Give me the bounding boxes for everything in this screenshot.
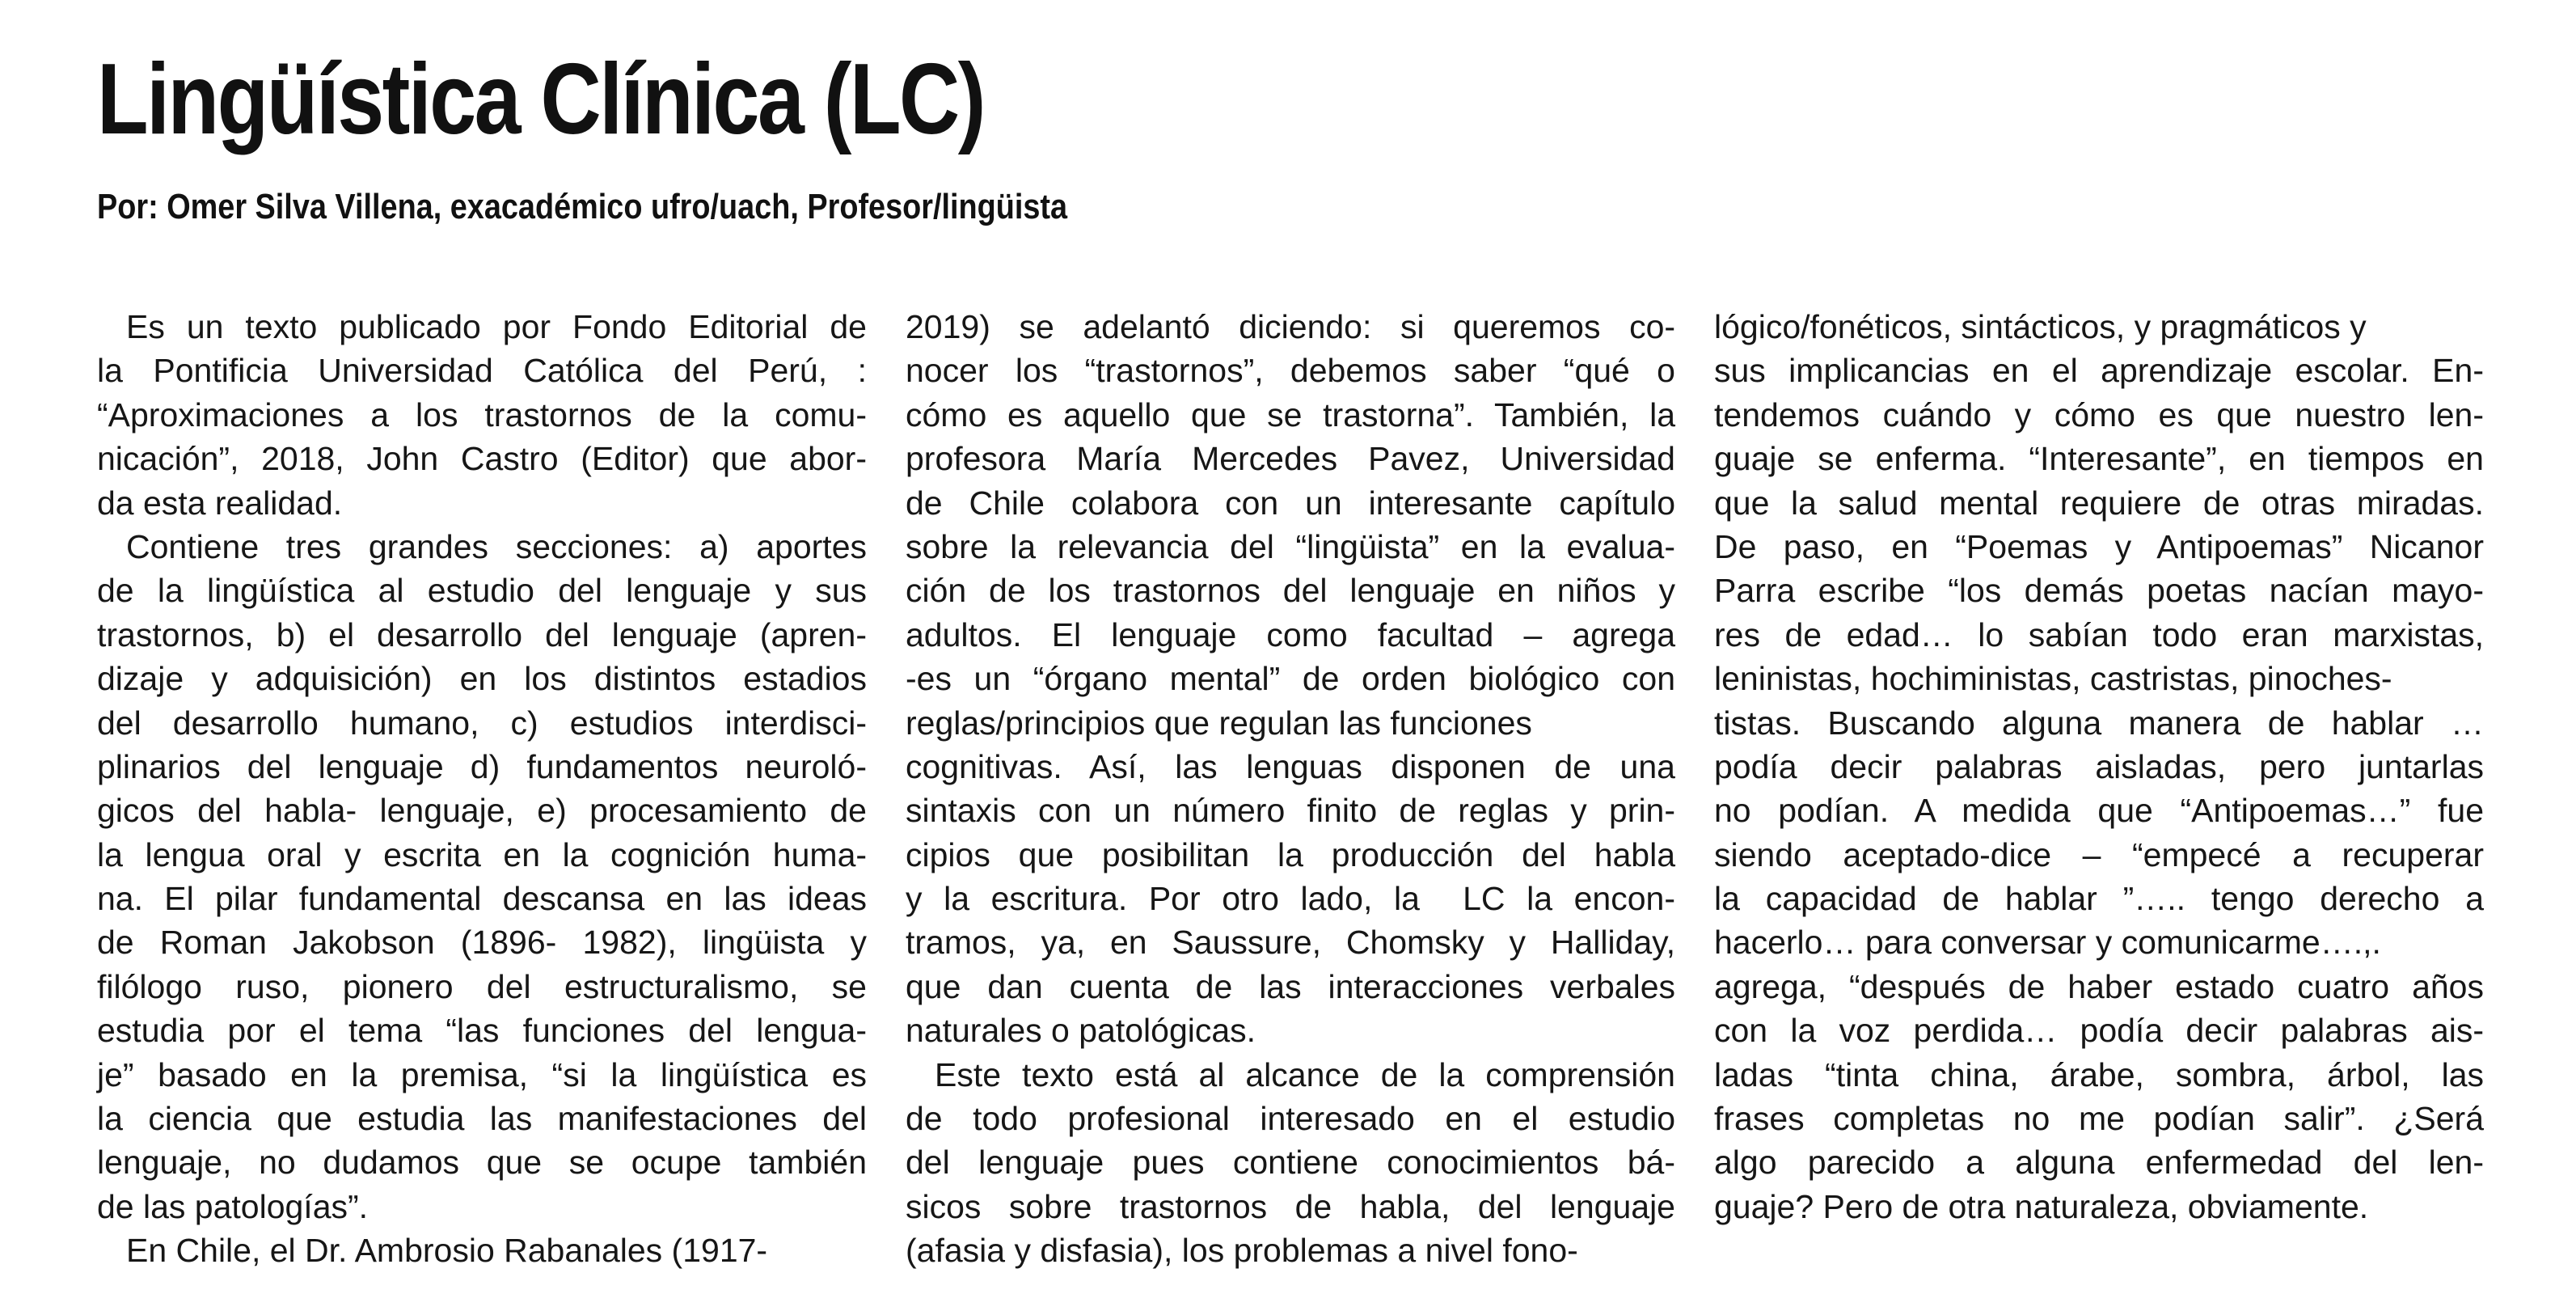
text-line: profesora María Mercedes Pavez, Universidad (906, 440, 1675, 478)
text-line: De paso, en “Poemas y Antipoemas” Nicanor (1714, 527, 2484, 565)
text-line: ladas “tinta china, árabe, sombra, árbol, las (1714, 1055, 2485, 1093)
text-line: hacerlo… para conversar y comunicarme….,. (1714, 924, 2381, 962)
text-line: Parra escribe “los demás poetas nacían mayo- (1714, 572, 2485, 610)
text-line: Es un texto publicado por Fondo Editorial de (126, 308, 867, 345)
text-line: agrega, “después de haber estado cuatro años (1714, 967, 2484, 1005)
article-byline: Por: Omer Silva Villena, exacadémico ufro/uach, Profesor/lingüista (97, 187, 1068, 226)
text-line: siendo aceptado-dice – “empecé a recuperar (1714, 835, 2484, 873)
text-line: nicación”, 2018, John Castro (Editor) que abor- (97, 440, 867, 478)
text-line: naturales o patológicas. (906, 1012, 1256, 1050)
text-line: cognitivas. Así, las lenguas disponen de una (906, 747, 1675, 785)
article-title: Lingüística Clínica (LC) (97, 44, 984, 155)
text-line: la capacidad de hablar ”….. tengo derecho a (1714, 880, 2485, 918)
text-line: lógico/fonéticos, sintácticos, y pragmáticos y (1714, 308, 2367, 345)
text-line: del desarrollo humano, c) estudios interdisci- (97, 704, 868, 742)
text-line: algo parecido a alguna enfermedad del len- (1714, 1144, 2484, 1182)
text-line: na. El pilar fundamental descansa en las ideas (97, 880, 868, 918)
text-line: la Pontificia Universidad Católica del Perú, : (97, 352, 867, 390)
text-line: de las patologías”. (97, 1187, 369, 1225)
text-line: guaje? Pero de otra naturaleza, obviamente. (1714, 1187, 2369, 1225)
text-line: cipios que posibilitan la producción del habla (906, 835, 1676, 873)
text-line: de la lingüística al estudio del lenguaje y sus (97, 572, 868, 610)
text-line: res de edad… lo sabían todo eran marxistas, (1714, 615, 2485, 653)
text-line: trastornos, b) el desarrollo del lenguaje (apren- (97, 615, 868, 653)
text-line: -es un “órgano mental” de orden biológico con (906, 660, 1675, 698)
text-column-1 (97, 305, 867, 1273)
text-line: la ciencia que estudia las manifestaciones del (97, 1100, 868, 1138)
text-line: no podían. A medida que “Antipoemas…” fue (1714, 792, 2484, 830)
text-column-2 (906, 305, 1675, 1273)
text-line: tramos, ya, en Saussure, Chomsky y Halliday, (906, 924, 1676, 962)
text-line: gicos del habla- lenguaje, e) procesamiento de (97, 792, 867, 830)
text-line: tistas. Buscando alguna manera de hablar … (1714, 704, 2484, 742)
text-line: y la escritura. Por otro lado, la LC la encon- (906, 880, 1675, 918)
text-line: Contiene tres grandes secciones: a) aportes (126, 527, 868, 565)
text-line: sicos sobre trastornos de habla, del lenguaje (906, 1187, 1675, 1225)
text-line: ción de los trastornos del lenguaje en niños y (906, 572, 1675, 610)
text-line: da esta realidad. (97, 484, 343, 522)
text-line: adultos. El lenguaje como facultad – agrega (906, 615, 1676, 653)
text-line: que la salud mental requiere de otras miradas. (1714, 484, 2484, 522)
text-line: guaje se enferma. “Interesante”, en tiempos en (1714, 440, 2484, 478)
text-line: podía decir palabras aisladas, pero juntarlas (1714, 747, 2484, 785)
text-line: sus implicancias en el aprendizaje escolar. En- (1714, 352, 2484, 390)
text-line: del lenguaje pues contiene conocimientos bá- (906, 1144, 1676, 1182)
text-line: frases completas no me podían salir”. ¿Será (1714, 1100, 2485, 1138)
text-line: con la voz perdida… podía decir palabras ais- (1714, 1012, 2485, 1050)
text-line: “Aproximaciones a los trastornos de la comu- (97, 395, 867, 433)
text-line: la lengua oral y escrita en la cognición huma- (97, 835, 868, 873)
text-line: lenguaje, no dudamos que se ocupe también (97, 1144, 867, 1182)
text-line: (afasia y disfasia), los problemas a nivel fono- (906, 1232, 1578, 1270)
text-line: leninistas, hochiministas, castristas, pinoches- (1714, 660, 2392, 698)
text-line: de Roman Jakobson (1896- 1982), lingüista y (97, 924, 868, 962)
text-line: nocer los “trastornos”, debemos saber “qué o (906, 352, 1675, 390)
text-line: filólogo ruso, pionero del estructuralismo, se (97, 967, 867, 1005)
text-line: estudia por el tema “las funciones del lengua- (97, 1012, 867, 1050)
text-line: reglas/principios que regulan las funciones (906, 704, 1532, 742)
text-line: dizaje y adquisición) en los distintos estadios (97, 660, 867, 698)
text-line: de Chile colabora con un interesante capítulo (906, 484, 1676, 522)
text-line: de todo profesional interesado en el estudio (906, 1100, 1675, 1138)
text-line: que dan cuenta de las interacciones verbales (906, 967, 1676, 1005)
text-line: je” basado en la premisa, “si la lingüística es (97, 1055, 868, 1093)
text-line: sobre la relevancia del “lingüista” en la evalua- (906, 527, 1675, 565)
text-line: cómo es aquello que se trastorna”. También, la (906, 395, 1675, 433)
text-line: Este texto está al alcance de la comprensión (935, 1055, 1675, 1093)
text-line: plinarios del lenguaje d) fundamentos neuroló- (97, 747, 867, 785)
text-column-3 (1714, 305, 2484, 1228)
text-line: En Chile, el Dr. Ambrosio Rabanales (1917- (126, 1232, 768, 1270)
text-line: 2019) se adelantó diciendo: si queremos co- (906, 308, 1676, 345)
text-line: sintaxis con un número finito de reglas y prin- (906, 792, 1676, 830)
text-line: tendemos cuándo y cómo es que nuestro len- (1714, 395, 2485, 433)
